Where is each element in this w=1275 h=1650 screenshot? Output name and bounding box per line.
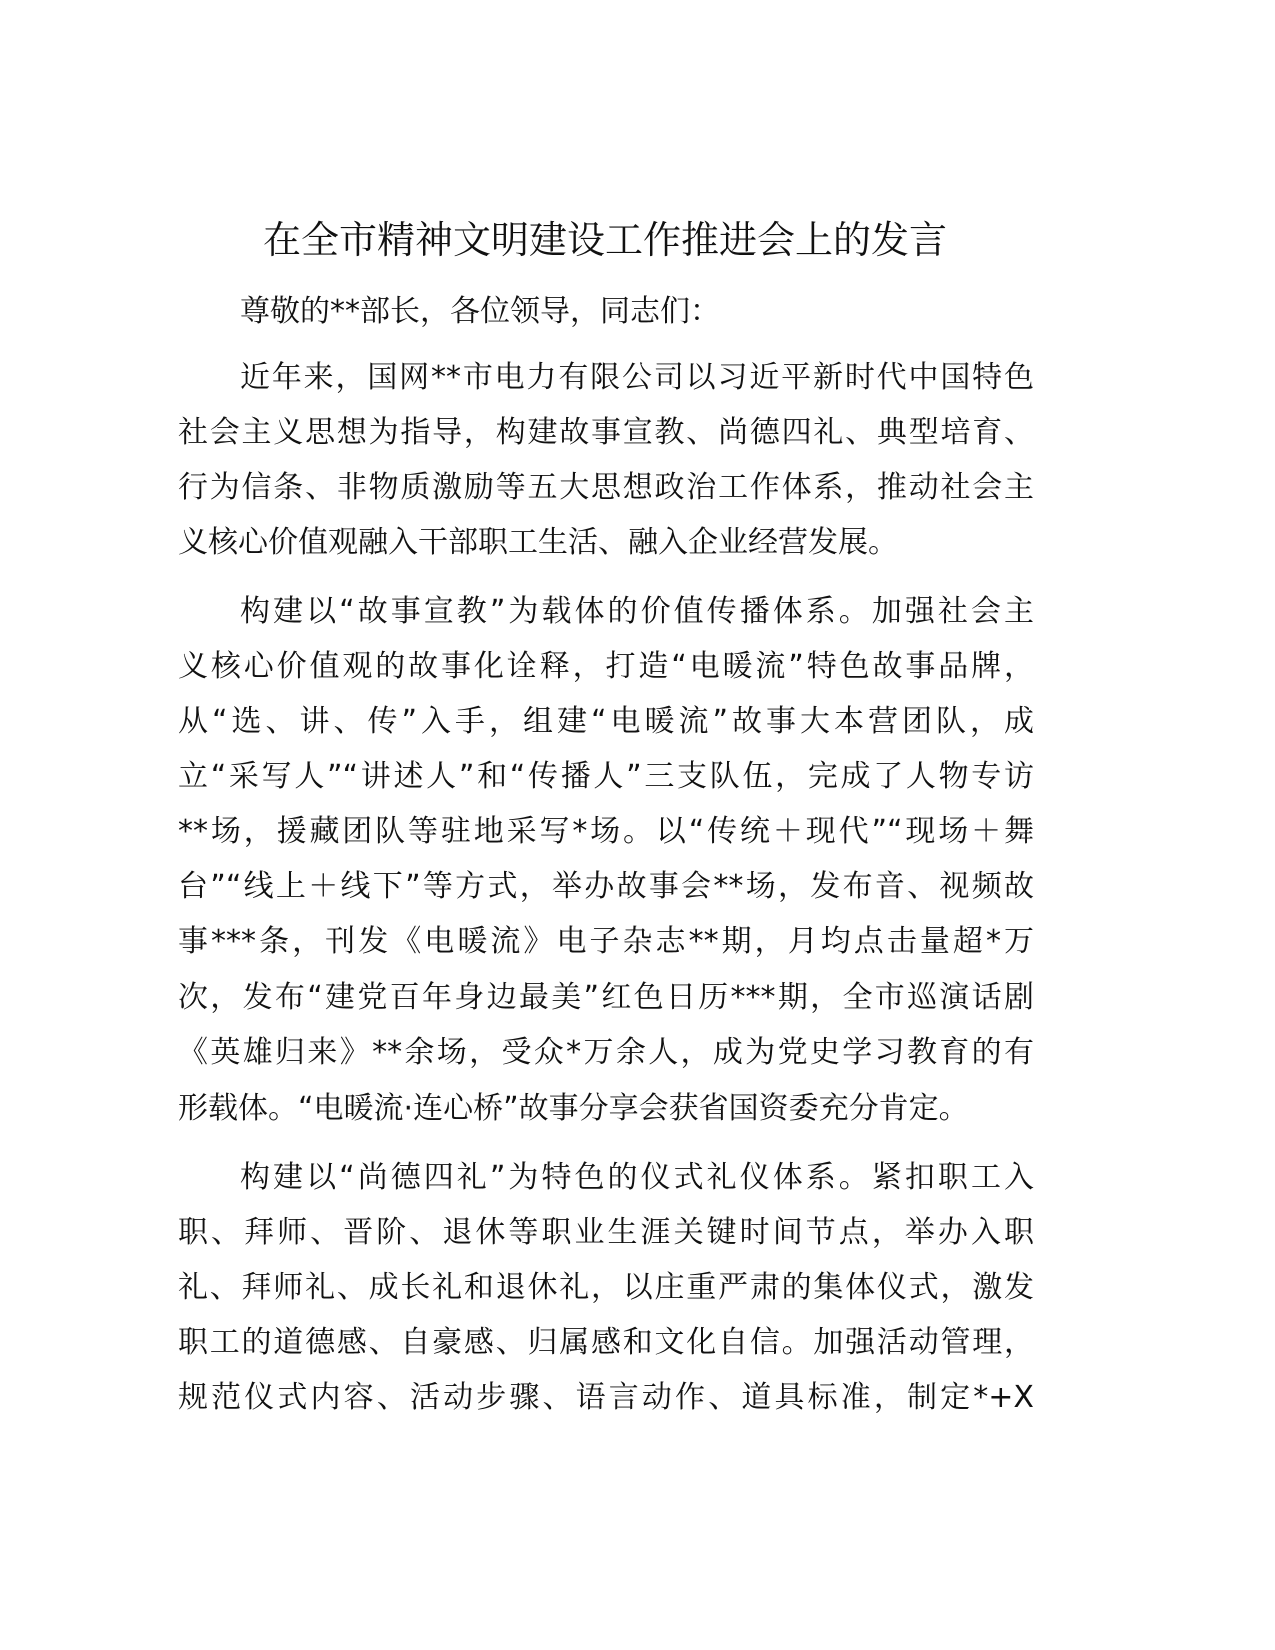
text-line: 事***条，刊发《电暖流》电子杂志**期，月均点击量超*万	[178, 924, 1034, 959]
text-line: 职、拜师、晋阶、退休等职业生涯关键时间节点，举办入职	[178, 1215, 1034, 1250]
text-line: 台”“线上＋线下”等方式，举办故事会**场，发布音、视频故	[178, 869, 1034, 904]
text-line: 构建以“尚德四礼”为特色的仪式礼仪体系。紧扣职工入	[240, 1160, 1034, 1195]
text-line: 行为信条、非物质激励等五大思想政治工作体系，推动社会主	[178, 470, 1034, 505]
text-line: 次，发布“建党百年身边最美”红色日历***期，全市巡演话剧	[178, 980, 1034, 1015]
text-line: 义核心价值观融入干部职工生活、融入企业经营发展。	[178, 525, 898, 560]
text-line: 构建以“故事宣教”为载体的价值传播体系。加强社会主	[240, 594, 1034, 629]
text-line: 近年来，国网**市电力有限公司以习近平新时代中国特色	[240, 360, 1034, 395]
text-line: 社会主义思想为指导，构建故事宣教、尚德四礼、典型培育、	[178, 415, 1034, 450]
text-line: 义核心价值观的故事化诠释，打造“电暖流”特色故事品牌，	[178, 649, 1034, 684]
text-line: 礼、拜师礼、成长礼和退休礼，以庄重严肃的集体仪式，激发	[178, 1270, 1034, 1305]
text-line: 从“选、讲、传”入手，组建“电暖流”故事大本营团队，成	[178, 704, 1034, 739]
text-line: **场，援藏团队等驻地采写*场。以“传统＋现代”“现场＋舞	[178, 814, 1034, 849]
text-line: 规范仪式内容、活动步骤、语言动作、道具标准，制定*+X	[178, 1380, 1034, 1415]
text-line: 形载体。“电暖流·连心桥”故事分享会获省国资委充分肯定。	[178, 1091, 969, 1126]
text-line: 立“采写人”“讲述人”和“传播人”三支队伍，完成了人物专访	[178, 759, 1034, 794]
text-line: 职工的道德感、自豪感、归属感和文化自信。加强活动管理，	[178, 1325, 1034, 1360]
document-title: 在全市精神文明建设工作推进会上的发言	[262, 218, 947, 262]
greeting: 尊敬的**部长，各位领导，同志们：	[240, 294, 720, 329]
text-line: 《英雄归来》**余场，受众*万余人，成为党史学习教育的有	[178, 1035, 1034, 1070]
